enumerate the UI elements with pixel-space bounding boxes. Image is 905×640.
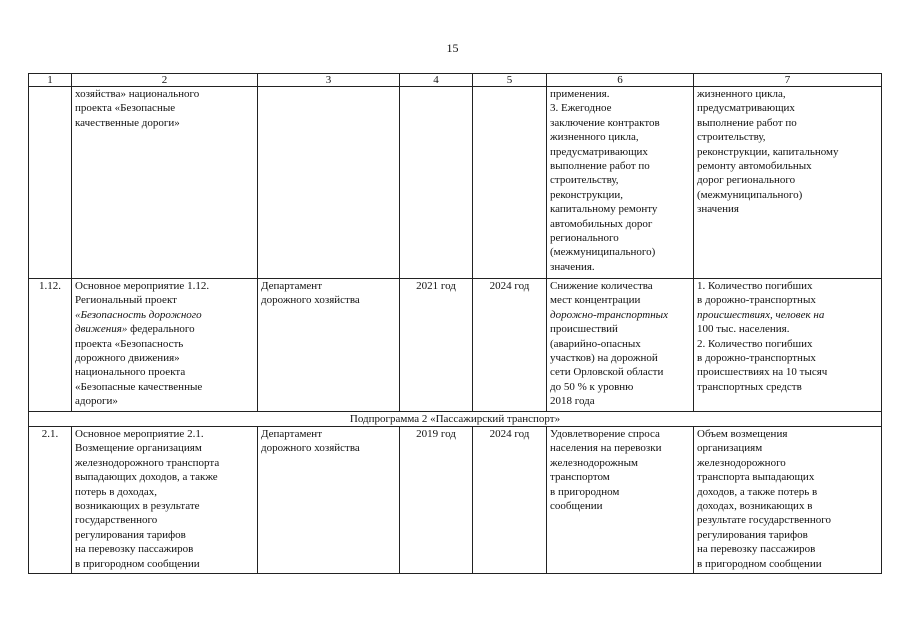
text-line: (аварийно-опасных <box>550 337 641 350</box>
cell-executor <box>258 87 400 279</box>
cell-end-year: 2024 год <box>473 427 547 574</box>
text-line: транспорта выпадающих <box>697 471 815 484</box>
cell-indicator <box>694 279 882 412</box>
column-number-row <box>29 74 882 87</box>
text-line: предусматривающих <box>550 145 648 158</box>
cell-start-year <box>400 87 473 279</box>
text-line: 2. Количество погибших <box>697 337 813 350</box>
text-line: регионального <box>550 232 619 245</box>
text-line: железнодорожного <box>697 456 786 469</box>
text-line: в пригородном <box>550 485 620 498</box>
text-line: Объем возмещения <box>697 428 788 440</box>
text-line: капитальному ремонту <box>550 203 658 216</box>
text-line: «Безопасные качественные <box>75 380 203 393</box>
cell-expected-result <box>547 279 694 412</box>
text-line: происшествиях на 10 тысяч <box>697 366 828 379</box>
text-line: применения. <box>550 88 610 100</box>
table-row-continuation <box>29 87 882 279</box>
text-line: Департамент <box>261 280 323 292</box>
cell-measure-name <box>72 87 258 279</box>
text-line: реконструкции, <box>550 188 623 201</box>
text-line: заключение контрактов <box>550 116 660 129</box>
text-line: автомобильных дорог <box>550 217 653 230</box>
text-line: до 50 % к уровню <box>550 380 634 393</box>
italic-fragment: движения» <box>75 323 128 336</box>
text-line: в пригородном сообщении <box>75 557 200 570</box>
text-line: организациям <box>697 442 763 455</box>
text-line: Департамент <box>261 428 323 440</box>
text-line: дорожного хозяйства <box>261 294 360 307</box>
text-line: качественные дороги» <box>75 116 180 129</box>
text-fragment: федерального <box>127 323 195 336</box>
text-line: Основное мероприятие 1.12. <box>75 280 210 292</box>
text-line: Региональный проект <box>75 294 177 307</box>
cell-number <box>29 87 72 279</box>
text-line: жизненного цикла, <box>550 131 639 144</box>
subprogram-title: Подпрограмма 2 «Пассажирский транспорт» <box>29 412 882 427</box>
cell-executor <box>258 427 400 574</box>
text-line: строительству, <box>697 131 766 144</box>
text-line: «Безопасность дорожного <box>75 308 202 321</box>
text-line: проекта «Безопасность <box>75 337 184 350</box>
text-line: Возмещение организациям <box>75 442 202 455</box>
text-line: происшествиях, человек на <box>697 308 825 321</box>
cell-executor <box>258 279 400 412</box>
text-line: в пригородном сообщении <box>697 557 822 570</box>
column-header: 4 <box>400 74 473 87</box>
text-line: результате государственного <box>697 514 831 527</box>
cell-start-year: 2019 год <box>400 427 473 574</box>
text-line: Удовлетворение спроса <box>550 428 660 440</box>
text-line: дорожного хозяйства <box>261 442 360 455</box>
column-header: 6 <box>547 74 694 87</box>
text-line: сети Орловской области <box>550 366 664 379</box>
text-line: значения <box>697 203 739 216</box>
text-line: железнодорожного транспорта <box>75 456 220 469</box>
text-line: железнодорожным <box>550 456 638 469</box>
cell-measure-name <box>72 279 258 412</box>
text-line: проекта «Безопасные <box>75 102 176 115</box>
text-line: (межмуниципального) <box>550 246 656 259</box>
text-line: выполнение работ по <box>550 160 650 173</box>
text-line: потерь в доходах, <box>75 485 157 498</box>
column-header: 3 <box>258 74 400 87</box>
text-line: сообщении <box>550 500 603 513</box>
text-line: дорожного движения» <box>75 352 180 365</box>
text-line: в дорожно-транспортных <box>697 294 816 307</box>
text-line: Снижение количества <box>550 280 653 292</box>
text-line: участков) на дорожной <box>550 352 658 365</box>
column-header: 5 <box>473 74 547 87</box>
text-line: 2018 года <box>550 395 595 408</box>
text-line: населения на перевозки <box>550 442 662 455</box>
text-line: на перевозку пассажиров <box>75 543 194 556</box>
text-line: жизненного цикла, <box>697 88 786 100</box>
text-line: доходах, возникающих в <box>697 500 813 513</box>
text-line: 100 тыс. населения. <box>697 323 790 336</box>
text-line: мест концентрации <box>550 294 641 307</box>
text-line: выполнение работ по <box>697 116 797 129</box>
page-number: 15 <box>446 41 459 55</box>
text-line <box>75 322 254 336</box>
text-line: доходов, а также потерь в <box>697 485 818 498</box>
text-line: строительству, <box>550 174 619 187</box>
text-line: хозяйства» национального <box>75 88 200 100</box>
text-line: выпадающих доходов, а также <box>75 471 218 484</box>
table-row-1-12 <box>29 279 882 412</box>
text-line: реконструкции, капитальному <box>697 145 839 158</box>
text-line: возникающих в результате <box>75 500 200 513</box>
cell-end-year: 2024 год <box>473 279 547 412</box>
text-line: транспортом <box>550 471 610 484</box>
text-line: регулирования тарифов <box>697 528 808 541</box>
cell-number: 1.12. <box>29 279 72 412</box>
cell-indicator <box>694 87 882 279</box>
text-line: 1. Количество погибших <box>697 280 813 292</box>
subprogram-row <box>29 412 882 427</box>
text-line: ремонту автомобильных <box>697 160 812 173</box>
text-line: значения. <box>550 260 595 273</box>
text-line: на перевозку пассажиров <box>697 543 816 556</box>
cell-measure-name <box>72 427 258 574</box>
measures-table <box>28 73 882 574</box>
text-line: регулирования тарифов <box>75 528 186 541</box>
text-line: происшествий <box>550 323 618 336</box>
text-line: предусматривающих <box>697 102 795 115</box>
text-line: Основное мероприятие 2.1. <box>75 428 204 440</box>
text-line: дорог регионального <box>697 174 796 187</box>
text-line: государственного <box>75 514 158 527</box>
text-line: в дорожно-транспортных <box>697 352 816 365</box>
text-line: 3. Ежегодное <box>550 102 612 115</box>
text-line: национального проекта <box>75 366 186 379</box>
text-line: (межмуниципального) <box>697 188 803 201</box>
cell-end-year <box>473 87 547 279</box>
cell-expected-result <box>547 427 694 574</box>
column-header: 1 <box>29 74 72 87</box>
column-header: 2 <box>72 74 258 87</box>
cell-indicator <box>694 427 882 574</box>
column-header: 7 <box>694 74 882 87</box>
table-row-2-1 <box>29 427 882 574</box>
cell-expected-result <box>547 87 694 279</box>
text-line: дорожно-транспортных <box>550 308 669 321</box>
text-line: транспортных средств <box>697 380 802 393</box>
text-line: адороги» <box>75 395 118 408</box>
cell-start-year: 2021 год <box>400 279 473 412</box>
cell-number: 2.1. <box>29 427 72 574</box>
